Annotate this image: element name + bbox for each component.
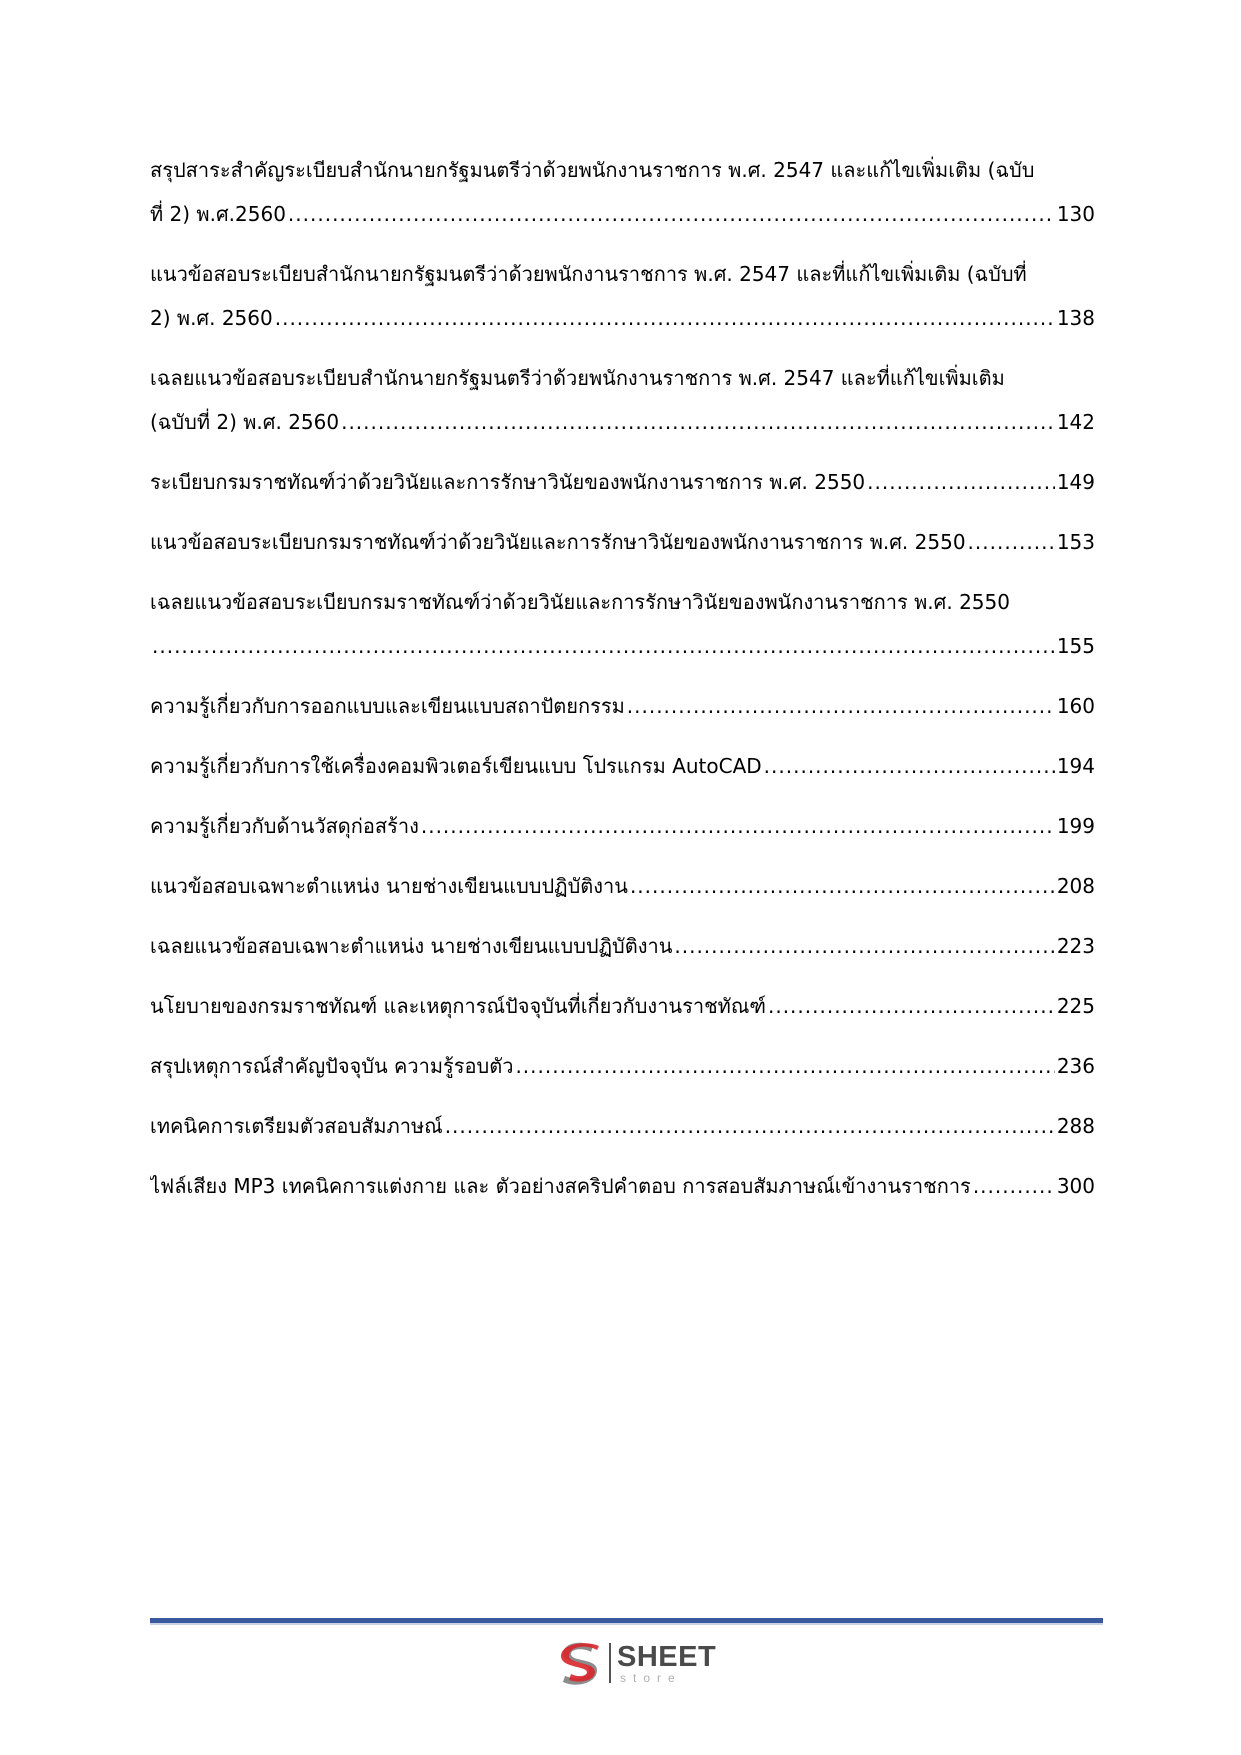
toc-entry[interactable] [150, 1044, 1095, 1088]
toc-entry[interactable] [150, 684, 1095, 728]
toc-entry-title: ที่ 2) พ.ศ.2560 [150, 202, 286, 226]
toc-page-number: 225 [1056, 994, 1095, 1018]
toc-entry-title: 2) พ.ศ. 2560 [150, 306, 273, 330]
toc-page-number: 223 [1056, 934, 1095, 958]
toc-entry[interactable] [150, 804, 1095, 848]
toc-page-number: 138 [1056, 306, 1095, 330]
toc-page-number: 236 [1056, 1054, 1095, 1078]
leader-dots [445, 1104, 1055, 1148]
leader-dots [288, 192, 1055, 236]
toc-entry[interactable] [150, 1164, 1095, 1208]
toc-page-number: 160 [1056, 694, 1095, 718]
toc-entry[interactable] [150, 1104, 1095, 1148]
toc-entry[interactable] [150, 520, 1095, 564]
leader-dots [867, 460, 1055, 504]
leader-dots [968, 520, 1055, 564]
leader-dots [421, 804, 1055, 848]
table-of-contents [150, 148, 1095, 1224]
toc-entry-title: แนวข้อสอบระเบียบกรมราชทัณฑ์ว่าด้วยวินัยและการรักษาวินัยของพนักงานราชการ พ.ศ. 2550 [150, 530, 966, 554]
logo-divider [609, 1643, 611, 1683]
toc-entry[interactable] [150, 744, 1095, 788]
toc-entry-title-line1: แนวข้อสอบระเบียบสำนักนายกรัฐมนตรีว่าด้วยพนักงานราชการ พ.ศ. 2547 และที่แก้ไขเพิ่มเติม (ฉบับที่ [150, 262, 1027, 286]
toc-entry-title: (ฉบับที่ 2) พ.ศ. 2560 [150, 410, 340, 434]
leader-dots [764, 744, 1055, 788]
toc-entry[interactable] [150, 252, 1095, 340]
leader-dots [973, 1164, 1055, 1208]
toc-entry-title: แนวข้อสอบเฉพาะตำแหน่ง นายช่างเขียนแบบปฏิบัติงาน [150, 874, 628, 898]
toc-page-number: 149 [1056, 470, 1095, 494]
toc-entry[interactable] [150, 148, 1095, 236]
toc-entry[interactable] [150, 460, 1095, 504]
leader-dots [341, 400, 1055, 444]
logo-wordmark [617, 1640, 717, 1685]
toc-page-number: 199 [1056, 814, 1095, 838]
toc-page-number: 300 [1056, 1174, 1095, 1198]
toc-entry-title: นโยบายของกรมราชทัณฑ์ และเหตุการณ์ปัจจุบันที่เกี่ยวกับงานราชทัณฑ์ [150, 994, 766, 1018]
toc-entry-title: สรุปเหตุการณ์สำคัญปัจจุบัน ความรู้รอบตัว [150, 1054, 514, 1078]
toc-entry[interactable] [150, 356, 1095, 444]
toc-entry[interactable] [150, 924, 1095, 968]
toc-page-number: 208 [1056, 874, 1095, 898]
logo-subtitle: store [620, 1670, 682, 1685]
toc-entry-title-line1: สรุปสาระสำคัญระเบียบสำนักนายกรัฐมนตรีว่าด้วยพนักงานราชการ พ.ศ. 2547 และแก้ไขเพิ่มเติม (ฉบับ [150, 158, 1035, 182]
toc-entry-title-line1: เฉลยแนวข้อสอบระเบียบสำนักนายกรัฐมนตรีว่าด้วยพนักงานราชการ พ.ศ. 2547 และที่แก้ไขเพิ่มเติม [150, 366, 1005, 390]
toc-entry-title: เฉลยแนวข้อสอบเฉพาะตำแหน่ง นายช่างเขียนแบบปฏิบัติงาน [150, 934, 673, 958]
toc-entry-title: ความรู้เกี่ยวกับการใช้เครื่องคอมพิวเตอร์เขียนแบบ โปรแกรม AutoCAD [150, 754, 762, 778]
toc-entry-title: เทคนิคการเตรียมตัวสอบสัมภาษณ์ [150, 1114, 443, 1138]
toc-entry-title: ความรู้เกี่ยวกับการออกแบบและเขียนแบบสถาปัตยกรรม [150, 694, 625, 718]
leader-dots [674, 924, 1054, 968]
toc-page-number: 288 [1056, 1114, 1095, 1138]
leader-dots [768, 984, 1055, 1028]
toc-entry-title: ไฟล์เสียง MP3 เทคนิคการแต่งกาย และ ตัวอย่างสคริปคำตอบ การสอบสัมภาษณ์เข้างานราชการ [150, 1174, 971, 1198]
leader-dots [152, 624, 1055, 668]
logo-title: SHEET [617, 1640, 717, 1673]
toc-entry[interactable] [150, 984, 1095, 1028]
toc-entry-title: ระเบียบกรมราชทัณฑ์ว่าด้วยวินัยและการรักษาวินัยของพนักงานราชการ พ.ศ. 2550 [150, 470, 866, 494]
toc-entry[interactable] [150, 580, 1095, 668]
leader-dots [515, 1044, 1054, 1088]
footer-rule [150, 1618, 1103, 1625]
toc-page-number: 153 [1056, 530, 1095, 554]
toc-page-number: 142 [1056, 410, 1095, 434]
leader-dots [630, 864, 1055, 908]
toc-page-number: 130 [1056, 202, 1095, 226]
leader-dots [275, 296, 1055, 340]
toc-entry-title: ความรู้เกี่ยวกับด้านวัสดุก่อสร้าง [150, 814, 419, 838]
toc-page-number: 155 [1056, 634, 1095, 658]
leader-dots [627, 684, 1055, 728]
toc-entry[interactable] [150, 864, 1095, 908]
toc-page-number: 194 [1056, 754, 1095, 778]
logo-s-icon [555, 1638, 603, 1688]
sheet-store-logo [555, 1637, 725, 1689]
toc-entry-title-line1: เฉลยแนวข้อสอบระเบียบกรมราชทัณฑ์ว่าด้วยวินัยและการรักษาวินัยของพนักงานราชการ พ.ศ. 2550 [150, 590, 1010, 614]
